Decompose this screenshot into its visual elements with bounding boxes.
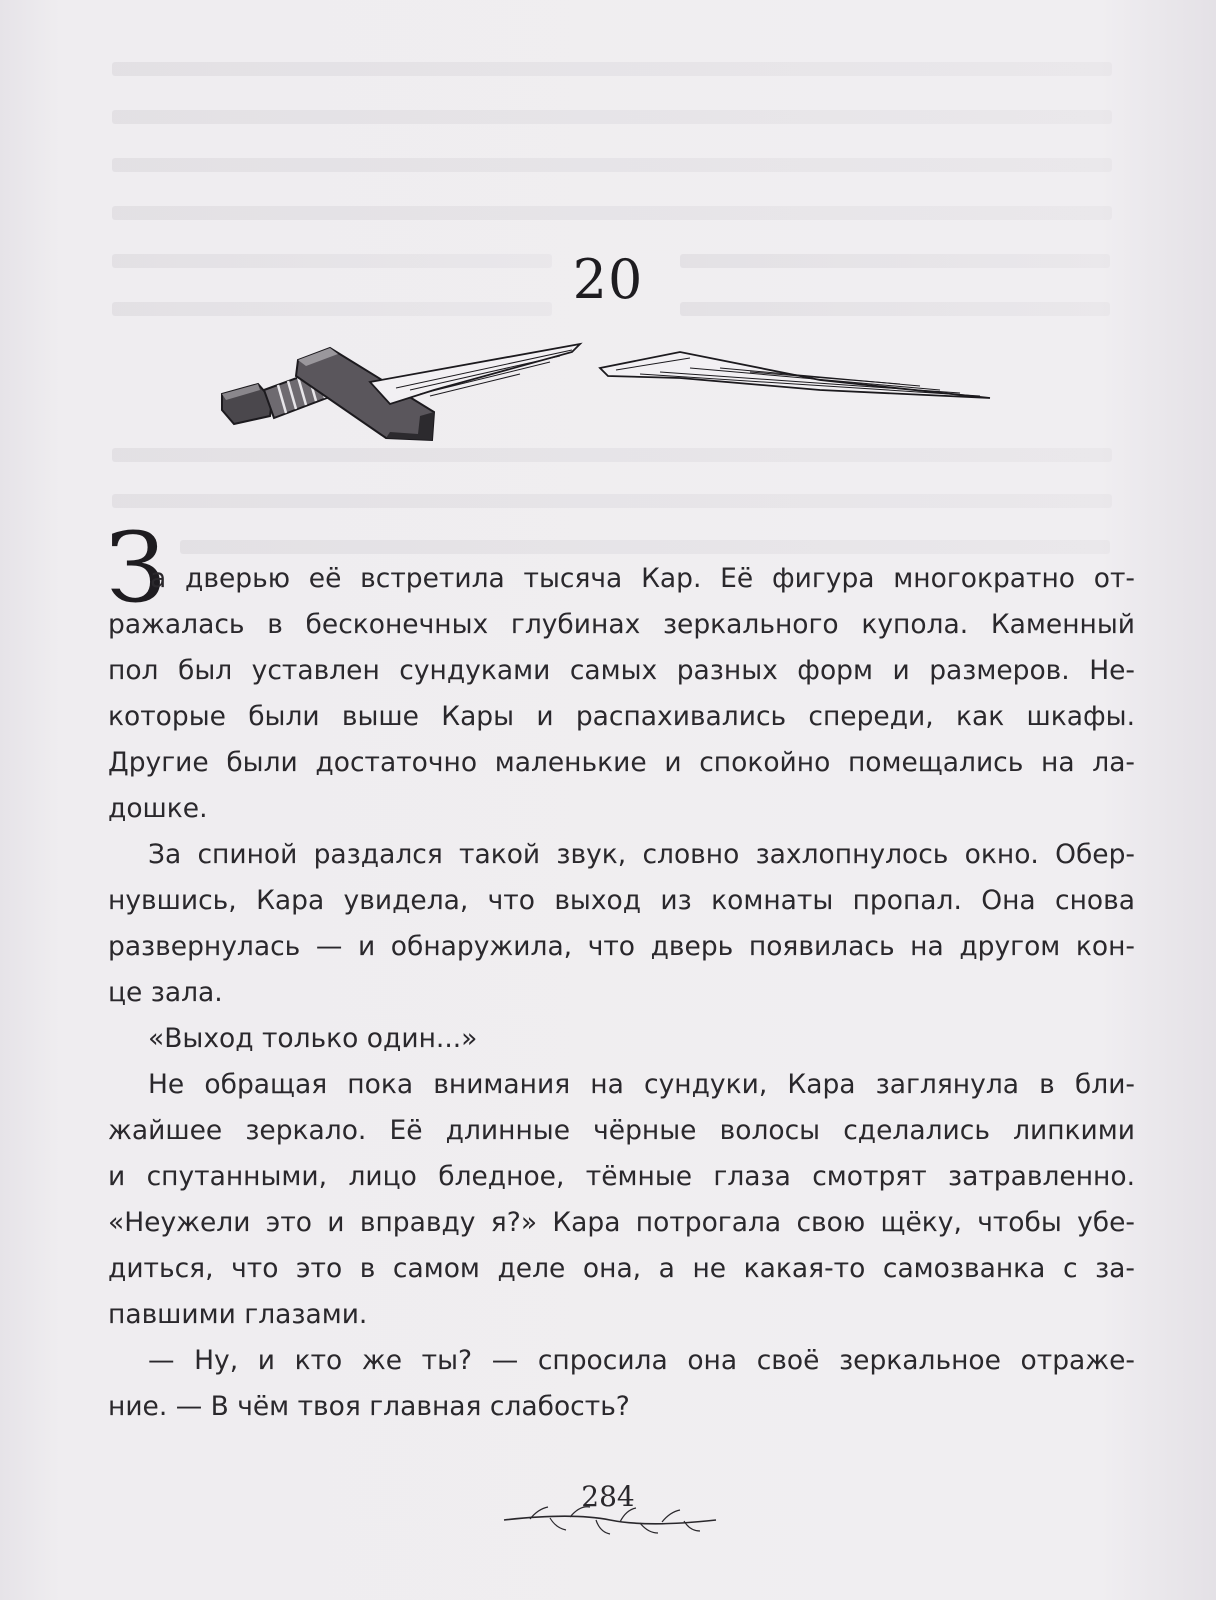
bleed-through-line bbox=[112, 62, 1112, 76]
text-line: диться, что это в самом деле она, а не какая-то самозванка с за- bbox=[108, 1253, 1135, 1284]
text-line: ражалась в бесконечных глубинах зеркального купола. Каменный bbox=[108, 609, 1135, 640]
text-line: «Выход только один...» bbox=[148, 1023, 478, 1054]
text-line: дошке. bbox=[108, 793, 208, 824]
text-line: развернулась — и обнаружила, что дверь появилась на другом кон- bbox=[108, 931, 1135, 962]
text-line: пол был уставлен сундуками самых разных форм и размеров. Не- bbox=[108, 655, 1135, 686]
text-line: це зала. bbox=[108, 977, 223, 1008]
body-text bbox=[108, 556, 1135, 1430]
text-line: — Ну, и кто же ты? — спросила она своё зеркальное отраже- bbox=[148, 1345, 1135, 1376]
text-line: жайшее зеркало. Её длинные чёрные волосы сделались липкими bbox=[108, 1115, 1135, 1146]
bleed-through-line bbox=[112, 110, 1112, 124]
bleed-through-line bbox=[112, 494, 1112, 508]
text-line: «Неужели это и вправду я?» Кара потрогала свою щёку, чтобы убе- bbox=[108, 1207, 1135, 1238]
bleed-through-line bbox=[112, 206, 1112, 220]
text-line: и спутанными, лицо бледное, тёмные глаза смотрят затравленно. bbox=[108, 1161, 1135, 1192]
text-line: За спиной раздался такой звук, словно захлопнулось окно. Обер- bbox=[148, 839, 1135, 870]
text-line: которые были выше Кары и распахивались спереди, как шкафы. bbox=[108, 701, 1135, 732]
chapter-number: 20 bbox=[572, 248, 644, 311]
broken-sword-icon bbox=[220, 338, 1010, 458]
text-line: а дверью её встретила тысяча Кар. Её фигура многократно от- bbox=[150, 563, 1135, 594]
branch-flourish-icon bbox=[500, 1500, 720, 1540]
text-line: Другие были достаточно маленькие и спокойно помещались на ла- bbox=[108, 747, 1135, 778]
text-line: ние. — В чём твоя главная слабость? bbox=[108, 1391, 630, 1422]
text-line: Не обращая пока внимания на сундуки, Кара заглянула в бли- bbox=[148, 1069, 1135, 1100]
drop-cap: З bbox=[106, 512, 166, 624]
bleed-through-line bbox=[180, 540, 1110, 554]
text-line: нувшись, Кара увидела, что выход из комнаты пропал. Она снова bbox=[108, 885, 1135, 916]
page-number: 284 bbox=[581, 1480, 635, 1513]
bleed-through-line bbox=[112, 158, 1112, 172]
text-line: павшими глазами. bbox=[108, 1299, 368, 1330]
